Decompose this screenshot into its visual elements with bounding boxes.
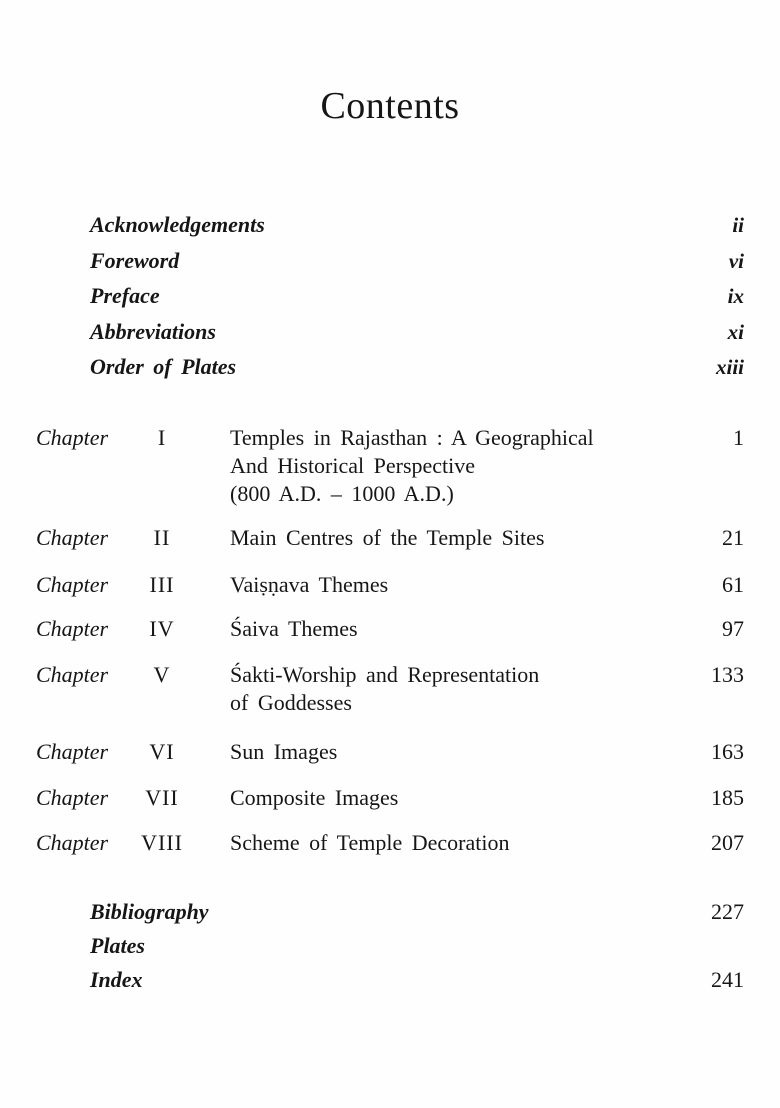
chapter-title [230,571,664,599]
toc-row [0,319,780,355]
toc-chapter-row [0,661,780,717]
toc-row [0,899,780,933]
page-number: 163 [711,739,744,764]
page-number: 97 [722,616,744,641]
chapter-numeral: II [153,525,171,550]
page-number: 227 [711,899,744,924]
toc-entry-label: Foreword [90,247,180,273]
chapter-title [230,424,664,508]
chapter-numeral: IV [149,616,175,641]
toc-row [0,933,780,967]
page-number: 61 [722,572,744,597]
chapter-title [230,661,664,717]
chapter-title-line: (800 A.D. – 1000 A.D.) [230,481,454,506]
chapter-title-line: Vaiṣṇava Themes [230,572,389,597]
toc-chapter-row [0,424,780,508]
toc-chapter-row [0,615,780,643]
toc-chapter-row [0,829,780,857]
chapter-numeral: V [153,662,171,687]
chapter-word: Chapter [36,425,109,450]
page-number: ix [727,284,744,308]
page-number: 241 [711,967,744,992]
page-title: Contents [320,85,460,127]
toc-row [0,212,780,248]
chapter-title [230,738,664,766]
toc-chapter-row [0,784,780,812]
chapter-title [230,784,664,812]
chapter-title-line: Śakti-Worship and Representation [230,662,540,687]
chapter-title-line: Śaiva Themes [230,616,358,641]
page-number: ii [732,213,744,237]
toc-row [0,967,780,1001]
toc-chapter-row [0,524,780,552]
chapter-word: Chapter [36,830,109,855]
chapter-title [230,615,664,643]
chapter-title [230,829,664,857]
page-number: 185 [711,785,744,810]
chapter-word: Chapter [36,572,109,597]
toc-row [0,248,780,284]
toc-row [0,283,780,319]
page-number: 133 [711,662,744,687]
toc-chapter-row [0,738,780,766]
toc-entry-label: Abbreviations [90,318,216,344]
chapter-word: Chapter [36,739,109,764]
chapter-numeral: VII [145,785,179,810]
back-matter-list [0,899,780,1001]
page-number: xiii [715,355,744,379]
toc-chapter-row [0,571,780,599]
toc-entry-label: Bibliography [90,899,209,924]
chapter-title [230,524,664,552]
chapter-title-line: of Goddesses [230,690,352,715]
chapter-title-line: Main Centres of the Temple Sites [230,525,545,550]
chapter-title-line: Sun Images [230,739,338,764]
chapter-numeral: VI [149,739,175,764]
chapter-word: Chapter [36,616,109,641]
toc-entry-label: Order of Plates [90,354,237,379]
page-number: 207 [711,830,744,855]
toc-row [0,354,780,390]
chapter-title-line: And Historical Perspective [230,453,476,478]
toc-entry-label: Index [90,967,143,992]
page-number: xi [727,319,744,344]
chapter-title-line: Scheme of Temple Decoration [230,830,510,855]
toc-entry-label: Plates [90,933,145,958]
chapter-numeral: I [157,425,167,450]
page-number: vi [728,248,744,273]
chapter-numeral: III [149,572,175,597]
chapter-title-line: Temples in Rajasthan : A Geographical [230,425,594,450]
toc-entry-label: Acknowledgements [90,212,265,237]
chapter-word: Chapter [36,785,109,810]
page-number: 21 [722,525,744,550]
chapter-numeral: VIII [141,830,183,855]
front-matter-list [0,212,780,390]
chapter-word: Chapter [36,662,109,687]
page-number: 1 [733,425,744,450]
chapter-title-line: Composite Images [230,785,399,810]
chapter-word: Chapter [36,525,109,550]
toc-entry-label: Preface [90,283,160,308]
